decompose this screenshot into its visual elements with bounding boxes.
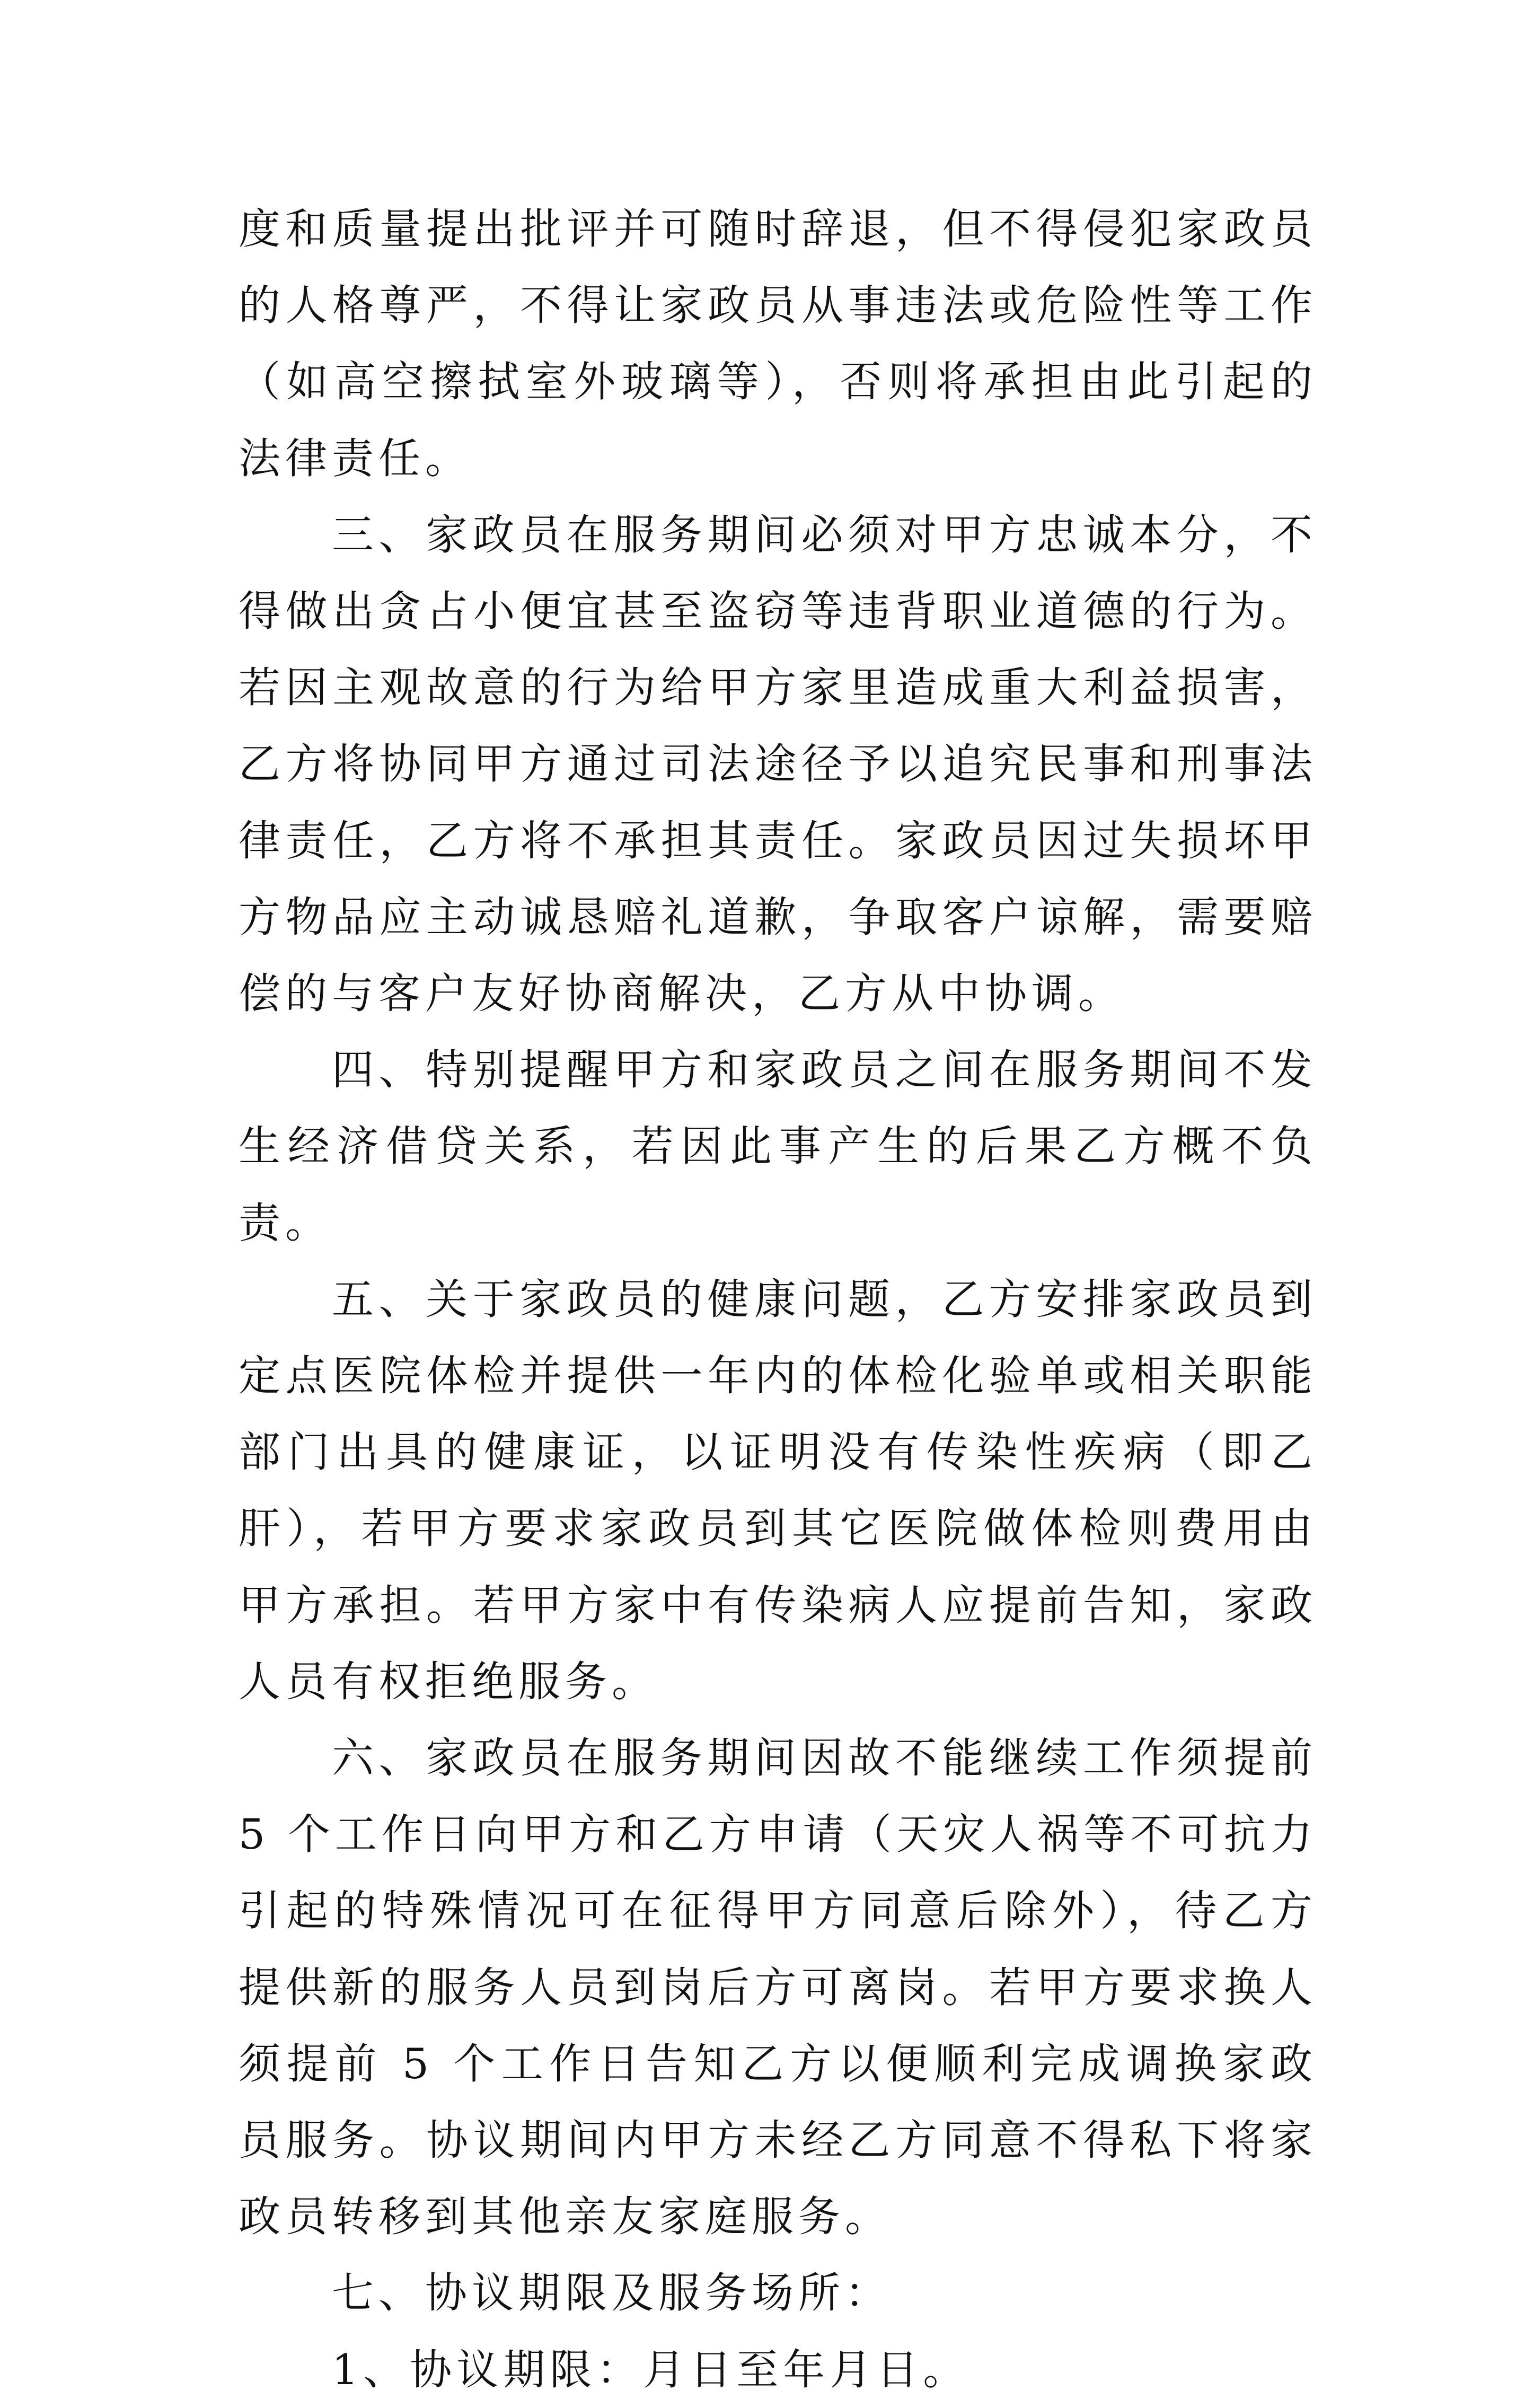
document-body xyxy=(239,191,1317,2408)
paragraph-clause-7-term: 1、协议期限：月日至年月日。 xyxy=(332,2345,970,2394)
paragraph-clause-5: 五、关于家政员的健康问题，乙方安排家政员到定点医院体检并提供一年内的体检化验单或相关职能部门出具的健康证，以证明没有传染性疾病（即乙肝），若甲方要求家政员到其它医院做体检则费用由甲方承担。若甲方家中有传染病人应提前告知，家政人员有权拒绝服务。 xyxy=(239,1275,1317,1706)
paragraph-clause-4: 四、特别提醒甲方和家政员之间在服务期间不发生经济借贷关系，若因此事产生的后果乙方概不负责。 xyxy=(239,1045,1317,1247)
paragraph-clause-7-heading: 七、协议期限及服务场所： xyxy=(332,2269,892,2318)
paragraph-clause-6: 六、家政员在服务期间因故不能继续工作须提前 5 个工作日向甲方和乙方申请（天灾人祸等不可抗力引起的特殊情况可在征得甲方同意后除外），待乙方提供新的服务人员到岗后方可离岗。若甲方要求换人须提前 5 个工作日告知乙方以便顺利完成调换家政员服务。协议期间内甲方未经乙方同意不得私下将家政员转移到其他亲友家庭服务。 xyxy=(239,1734,1317,2242)
paragraph-continued: 度和质量提出批评并可随时辞退，但不得侵犯家政员的人格尊严，不得让家政员从事违法或危险性等工作（如高空擦拭室外玻璃等），否则将承担由此引起的法律责任。 xyxy=(239,205,1317,483)
paragraph-clause-3: 三、家政员在服务期间必须对甲方忠诚本分，不得做出贪占小便宜甚至盗窃等违背职业道德的行为。若因主观故意的行为给甲方家里造成重大利益损害，乙方将协同甲方通过司法途径予以追究民事和刑事法律责任，乙方将不承担其责任。家政员因过失损坏甲方物品应主动诚恳赔礼道歉，争取客户谅解，需要赔偿的与客户友好协商解决，乙方从中协调。 xyxy=(239,510,1317,1018)
